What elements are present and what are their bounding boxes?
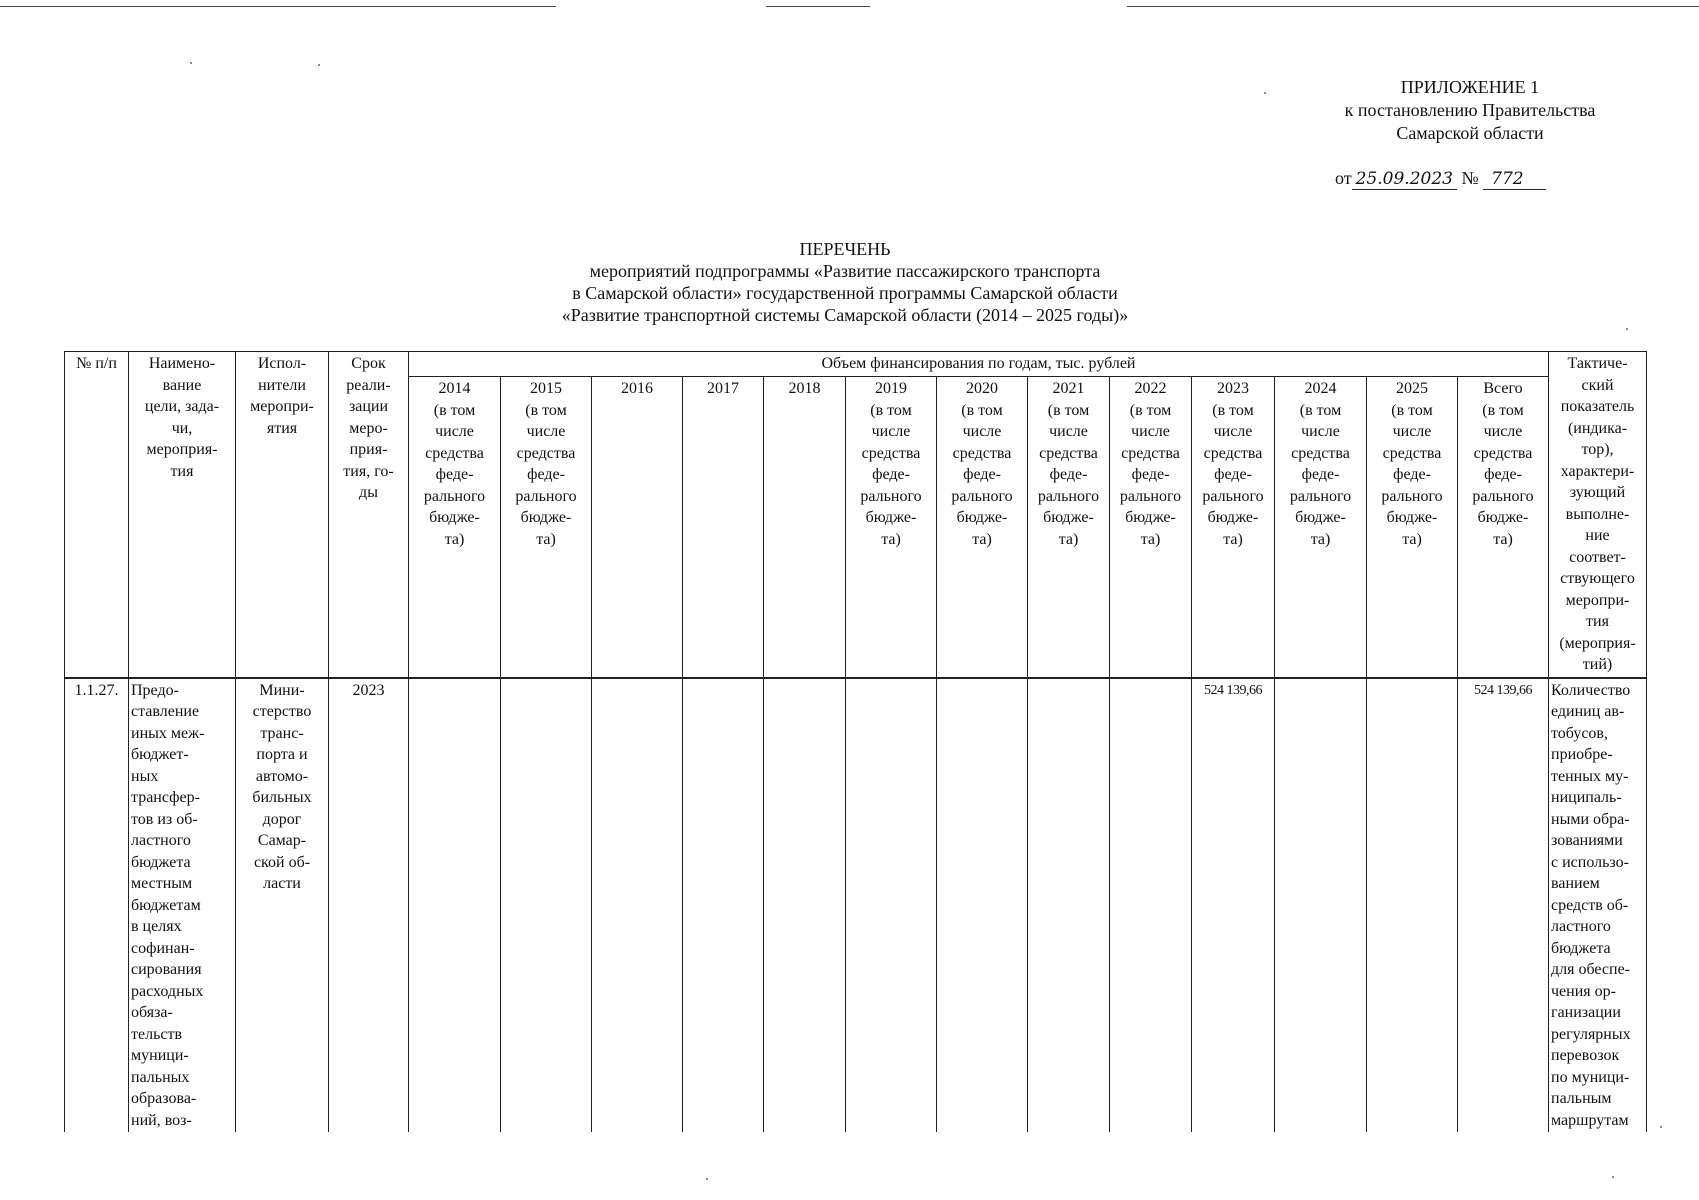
text-line: (в том (1047, 401, 1090, 419)
text-line: (в том (1482, 401, 1524, 419)
text-line: зации (348, 398, 389, 415)
cell-2021 (1028, 678, 1110, 1133)
text-line: рального (951, 487, 1013, 505)
text-line: ский (1581, 376, 1614, 394)
text-line: рального (1119, 487, 1182, 505)
cell-2025 (1367, 678, 1458, 1133)
cell-2018 (764, 678, 846, 1133)
text-line: средства (1121, 444, 1180, 462)
text-line: Мини- (259, 681, 305, 699)
cell-2016 (592, 678, 683, 1133)
text-line: тий) (1582, 656, 1613, 673)
text-line: трансфер- (131, 789, 200, 806)
text-line: тор), (1581, 441, 1614, 458)
text-line: маршрутам (1551, 1111, 1629, 1129)
text-line: средства (1039, 444, 1098, 462)
text-line: показатель (1560, 398, 1635, 415)
text-line: бюджета (131, 853, 191, 871)
cell-2015 (501, 678, 592, 1133)
resolution-number: 772 (1483, 169, 1545, 190)
text-line: бюдже- (865, 509, 917, 527)
text-line: выполне- (1565, 505, 1630, 523)
text-line: бильных (252, 789, 312, 806)
text-line: бюдже- (1295, 509, 1346, 527)
text-line: реали- (346, 376, 391, 394)
text-line: рального (1037, 487, 1100, 505)
text-line: Испол- (257, 355, 307, 372)
heading-title: ПЕРЕЧЕНЬ (799, 239, 891, 259)
text-line: феде- (1131, 466, 1170, 484)
text-line: мероприя- (146, 441, 218, 458)
cell-2014 (409, 678, 501, 1133)
header-year-2020: 2020 (в том числе средства феде- рального бюдже- та) (937, 377, 1028, 678)
text-line: бюдже- (1043, 509, 1094, 527)
text-line: та) (972, 530, 992, 548)
text-line: феде- (1484, 466, 1522, 484)
text-line: ствующего (1560, 570, 1635, 587)
text-line: Предо- (131, 681, 179, 699)
text-line: иных меж- (131, 724, 205, 742)
text-line: та) (444, 530, 465, 548)
cell-2020 (937, 678, 1028, 1133)
scan-edge-line (766, 6, 870, 7)
text-line: бюдже- (429, 509, 480, 527)
text-line: числе (526, 423, 566, 441)
text-line: ние (1585, 527, 1610, 544)
document-heading (430, 238, 1260, 326)
scan-edge-line (1127, 6, 1699, 7)
text-line: числе (1392, 423, 1432, 441)
text-line: ванием (1551, 875, 1600, 892)
text-line: (в том (1299, 401, 1342, 419)
text-line: (в том (1129, 401, 1172, 419)
text-line: числе (1131, 423, 1170, 441)
text-line: дорог (262, 810, 302, 828)
text-line: рального (1381, 487, 1443, 505)
text-line: с использо- (1551, 853, 1629, 871)
text-line: вание (162, 376, 202, 394)
row-number: 1.1.27. (65, 678, 129, 1133)
text-line: чения ор- (1551, 982, 1616, 1000)
text-line: тобусов, (1551, 724, 1608, 742)
text-line: числе (1213, 423, 1253, 441)
text-line: средства (1291, 444, 1350, 462)
header-year-2019: 2019 (в том числе средства феде- рального бюдже- та) (846, 377, 937, 678)
text-line: та) (1223, 530, 1243, 548)
text-line: средства (516, 444, 576, 462)
header-total: Всего (в том числе средства феде- рального бюдже- та) (1458, 377, 1549, 678)
text-line: числе (1483, 423, 1523, 441)
text-line: феде- (1301, 466, 1340, 484)
text-line: бюджет- (131, 746, 189, 763)
text-line: Наимено- (148, 355, 216, 372)
text-line: для обеспе- (1551, 961, 1631, 978)
header-term (329, 352, 409, 678)
cell-2017 (683, 678, 764, 1133)
header-year-2023: 2023 (в том числе средства феде- рального бюдже- та) (1192, 377, 1275, 678)
row-indicator (1549, 678, 1647, 1133)
text-line: прия- (349, 441, 388, 458)
text-line: та) (536, 530, 556, 548)
text-line: стерство (252, 703, 312, 720)
text-line: ными обра- (1551, 810, 1630, 828)
text-line: по муници- (1551, 1068, 1630, 1086)
cell-2024 (1275, 678, 1367, 1133)
text-line: порта и (256, 746, 308, 763)
text-line: бюдже- (1207, 509, 1259, 527)
text-line: меро- (349, 419, 388, 437)
text-line: средства (1382, 444, 1442, 462)
text-line: тов из об- (131, 810, 198, 828)
cell-2019 (846, 678, 937, 1133)
text-line: единиц ав- (1551, 703, 1625, 720)
text-line: та) (1310, 530, 1331, 548)
text-line: средства (1473, 444, 1533, 462)
text-line: феде- (1049, 466, 1088, 484)
text-line: средства (425, 444, 484, 462)
text-line: (в том (525, 401, 567, 419)
text-line: ставление (131, 703, 200, 720)
header-year-2014: 2014 (в том числе средства феде- рального бюдже- та) (409, 377, 501, 678)
text-line: рального (1472, 487, 1534, 505)
row-name (129, 678, 236, 1133)
text-line: меропри- (1565, 591, 1630, 609)
text-line: обяза- (131, 1004, 173, 1021)
text-line: ганизации (1551, 1004, 1621, 1021)
text-line: средства (861, 444, 921, 462)
text-line: тельств (131, 1025, 183, 1043)
text-line: пальным (1551, 1090, 1612, 1107)
measures-table (64, 351, 1647, 1132)
text-line: та) (1058, 530, 1079, 548)
row-term: 2023 (329, 678, 409, 1133)
text-line: (индика- (1567, 419, 1628, 437)
text-line: характери- (1560, 462, 1635, 480)
text-line: меропри- (250, 398, 314, 415)
text-line: ластного (1551, 918, 1611, 935)
text-line: ятия (266, 419, 298, 437)
text-line: рального (515, 487, 577, 505)
text-line: муници- (131, 1047, 189, 1064)
text-line: тия, го- (343, 462, 394, 480)
text-line: бюдже- (520, 509, 572, 527)
text-line: приобре- (1551, 746, 1613, 763)
text-line: числе (1301, 423, 1340, 441)
scan-speck (318, 64, 320, 66)
text-line: ды (359, 484, 378, 501)
text-line: чи, (171, 419, 193, 437)
text-line: транс- (260, 724, 304, 742)
header-year-2015: 2015 (в том числе средства феде- рального бюдже- та) (501, 377, 592, 678)
cell-2023: 524 139,66 (1192, 678, 1275, 1133)
header-year-2017: 2017 (683, 377, 764, 678)
text-line: нители (258, 376, 306, 394)
text-line: пальных (131, 1068, 190, 1086)
text-line: та) (881, 530, 901, 548)
text-line: числе (962, 423, 1002, 441)
header-indicator (1549, 352, 1647, 678)
date-prefix: от (1335, 168, 1352, 188)
text-line: расходных (131, 982, 204, 1000)
header-year-2018: 2018 (764, 377, 846, 678)
header-year-2021: 2021 (в том числе средства феде- рального бюдже- та) (1028, 377, 1110, 678)
scan-speck (1660, 1126, 1662, 1128)
text-line: Срок (351, 355, 386, 372)
text-line: в целях (131, 918, 182, 935)
text-line: феде- (1393, 466, 1431, 484)
text-line: рального (1289, 487, 1352, 505)
scan-speck (1612, 1176, 1614, 1178)
text-line: числе (435, 423, 474, 441)
text-line: (в том (1391, 401, 1433, 419)
number-prefix: № (1461, 168, 1479, 188)
cell-2022 (1110, 678, 1192, 1133)
header-funding: Объем финансирования по годам, тыс. рублей (409, 352, 1549, 377)
text-line: зующий (1569, 484, 1626, 501)
text-line: та) (1493, 530, 1513, 548)
row-executor (236, 678, 329, 1133)
header-number: № п/п (65, 352, 129, 678)
text-line: феде- (872, 466, 910, 484)
resolution-date: 25.09.2023 (1352, 169, 1457, 190)
text-line: (в том (433, 401, 476, 419)
text-line: (в том (961, 401, 1003, 419)
text-line: образова- (131, 1090, 197, 1107)
scan-speck (1626, 328, 1628, 330)
text-line: рального (1202, 487, 1264, 505)
scan-edge-line (0, 6, 556, 7)
text-line: феде- (963, 466, 1001, 484)
scan-speck (706, 1178, 708, 1180)
table-row (65, 678, 1647, 1133)
scan-speck (190, 62, 192, 64)
text-line: ластного (131, 832, 191, 849)
heading-line: «Развитие транспортной системы Самарской области (2014 – 2025 годы)» (561, 305, 1129, 325)
text-line: Количество (1551, 681, 1631, 699)
text-line: цели, зада- (144, 398, 220, 415)
resolution-line (1335, 168, 1546, 190)
text-line: (мероприя- (1559, 634, 1636, 652)
text-line: бюдже- (1477, 509, 1529, 527)
text-line: средства (952, 444, 1012, 462)
text-line: местным (131, 875, 193, 892)
header-year-2016: 2016 (592, 377, 683, 678)
text-line: бюдже- (1386, 509, 1438, 527)
text-line: зованиями (1551, 832, 1623, 849)
text-line: феде- (527, 466, 565, 484)
cell-total: 524 139,66 (1458, 678, 1549, 1133)
text-line: феде- (1214, 466, 1252, 484)
text-line: та) (1140, 530, 1161, 548)
text-line: средства (1203, 444, 1263, 462)
text-line: ний, воз- (131, 1111, 192, 1129)
text-line: рального (423, 487, 486, 505)
text-line: бюдже- (956, 509, 1008, 527)
text-line: ниципаль- (1551, 789, 1622, 806)
text-line: тия (1586, 613, 1609, 630)
text-line: Самар- (257, 832, 307, 849)
heading-line: в Самарской области» государственной программы Самарской области (572, 283, 1118, 303)
appendix-line: Самарской области (1396, 123, 1544, 143)
text-line: Тактиче- (1567, 355, 1628, 372)
header-executor (236, 352, 329, 678)
header-name (129, 352, 236, 678)
appendix-title: ПРИЛОЖЕНИЕ 1 (1400, 77, 1540, 97)
text-line: (в том (1212, 401, 1254, 419)
text-line: та) (1402, 530, 1422, 548)
text-line: рального (860, 487, 922, 505)
text-line: бюджета (1551, 939, 1611, 957)
text-line: соответ- (1569, 548, 1626, 566)
text-line: числе (1049, 423, 1088, 441)
text-line: перевозок (1551, 1047, 1620, 1064)
text-line: числе (871, 423, 911, 441)
text-line: (в том (870, 401, 912, 419)
text-line: бюдже- (1125, 509, 1176, 527)
text-line: тия (170, 462, 194, 480)
text-line: бюджетам (131, 896, 201, 914)
text-line: ской об- (253, 853, 311, 871)
text-line: тенных му- (1551, 767, 1629, 785)
header-year-2025: 2025 (в том числе средства феде- рального бюдже- та) (1367, 377, 1458, 678)
text-line: регулярных (1551, 1025, 1631, 1043)
text-line: ных (131, 767, 159, 785)
text-line: софинан- (131, 939, 195, 957)
appendix-block (1250, 76, 1690, 145)
text-line: автомо- (255, 767, 309, 785)
text-line: ласти (263, 875, 301, 892)
header-year-2022: 2022 (в том числе средства феде- рального бюдже- та) (1110, 377, 1192, 678)
heading-line: мероприятий подпрограммы «Развитие пассажирского транспорта (589, 261, 1101, 281)
text-line: сирования (131, 961, 202, 978)
header-year-2024: 2024 (в том числе средства феде- рального бюдже- та) (1275, 377, 1367, 678)
text-line: феде- (435, 466, 474, 484)
text-line: средств об- (1551, 896, 1629, 914)
appendix-line: к постановлению Правительства (1344, 100, 1596, 120)
